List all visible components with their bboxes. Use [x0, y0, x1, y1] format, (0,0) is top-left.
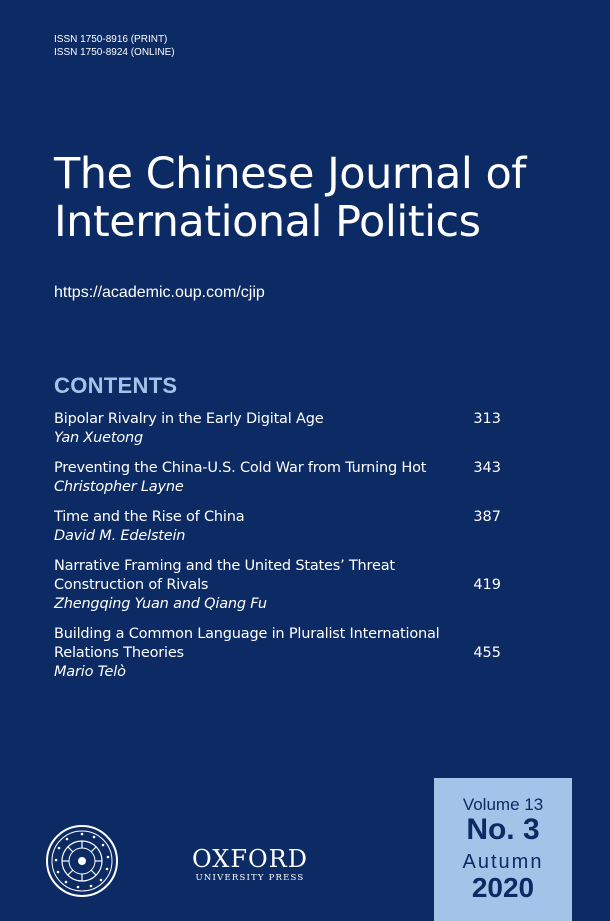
issn-online: ISSN 1750-8924 (ONLINE)	[54, 47, 175, 58]
publisher-name: OXFORD	[192, 845, 308, 873]
toc-entry-page: 343	[473, 460, 501, 476]
table-of-contents	[54, 410, 504, 693]
toc-entry-page: 387	[473, 509, 501, 525]
toc-entry-title-line2: Relations Theories	[54, 645, 184, 661]
toc-entry-title-line2: Construction of Rivals	[54, 577, 209, 593]
toc-entry-author: David M. Edelstein	[54, 528, 186, 544]
issue-season: Autumn	[462, 851, 544, 873]
university-seal-icon	[45, 824, 119, 898]
journal-title-line2: International Politics	[54, 197, 481, 247]
toc-entry-title: Bipolar Rivalry in the Early Digital Age	[54, 411, 324, 427]
toc-entry-title: Preventing the China-U.S. Cold War from Turning Hot	[54, 460, 427, 476]
toc-entry-4[interactable]	[54, 557, 504, 614]
toc-entry-3[interactable]	[54, 508, 504, 546]
contents-heading: CONTENTS	[54, 373, 178, 398]
issue-info-box	[434, 778, 572, 921]
toc-entry-author: Yan Xuetong	[54, 430, 144, 446]
issn-print: ISSN 1750-8916 (PRINT)	[54, 34, 168, 45]
issue-volume: Volume 13	[462, 795, 544, 814]
toc-entry-5[interactable]	[54, 625, 504, 682]
toc-entry-page: 313	[473, 411, 501, 427]
issue-year: 2020	[471, 872, 535, 903]
issue-number: No. 3	[466, 813, 540, 846]
journal-title-line1: The Chinese Journal of	[54, 149, 526, 199]
toc-entry-1[interactable]	[54, 410, 504, 448]
toc-entry-page: 455	[473, 645, 501, 661]
toc-entry-title-line1: Building a Common Language in Pluralist International	[54, 626, 440, 642]
toc-entry-title-line1: Narrative Framing and the United States’ Threat	[54, 558, 395, 574]
issn-block	[54, 33, 175, 59]
toc-entry-page: 419	[473, 577, 501, 593]
toc-entry-author: Mario Telò	[54, 664, 126, 680]
toc-entry-author: Christopher Layne	[54, 479, 184, 495]
journal-title	[54, 150, 594, 246]
toc-entry-title: Time and the Rise of China	[54, 509, 245, 525]
publisher-subtitle: UNIVERSITY PRESS	[195, 873, 305, 883]
journal-url[interactable]: https://academic.oup.com/cjip	[54, 284, 265, 301]
toc-entry-2[interactable]	[54, 459, 504, 497]
toc-entry-author: Zhengqing Yuan and Qiang Fu	[54, 596, 267, 612]
oxford-logo	[180, 846, 320, 883]
